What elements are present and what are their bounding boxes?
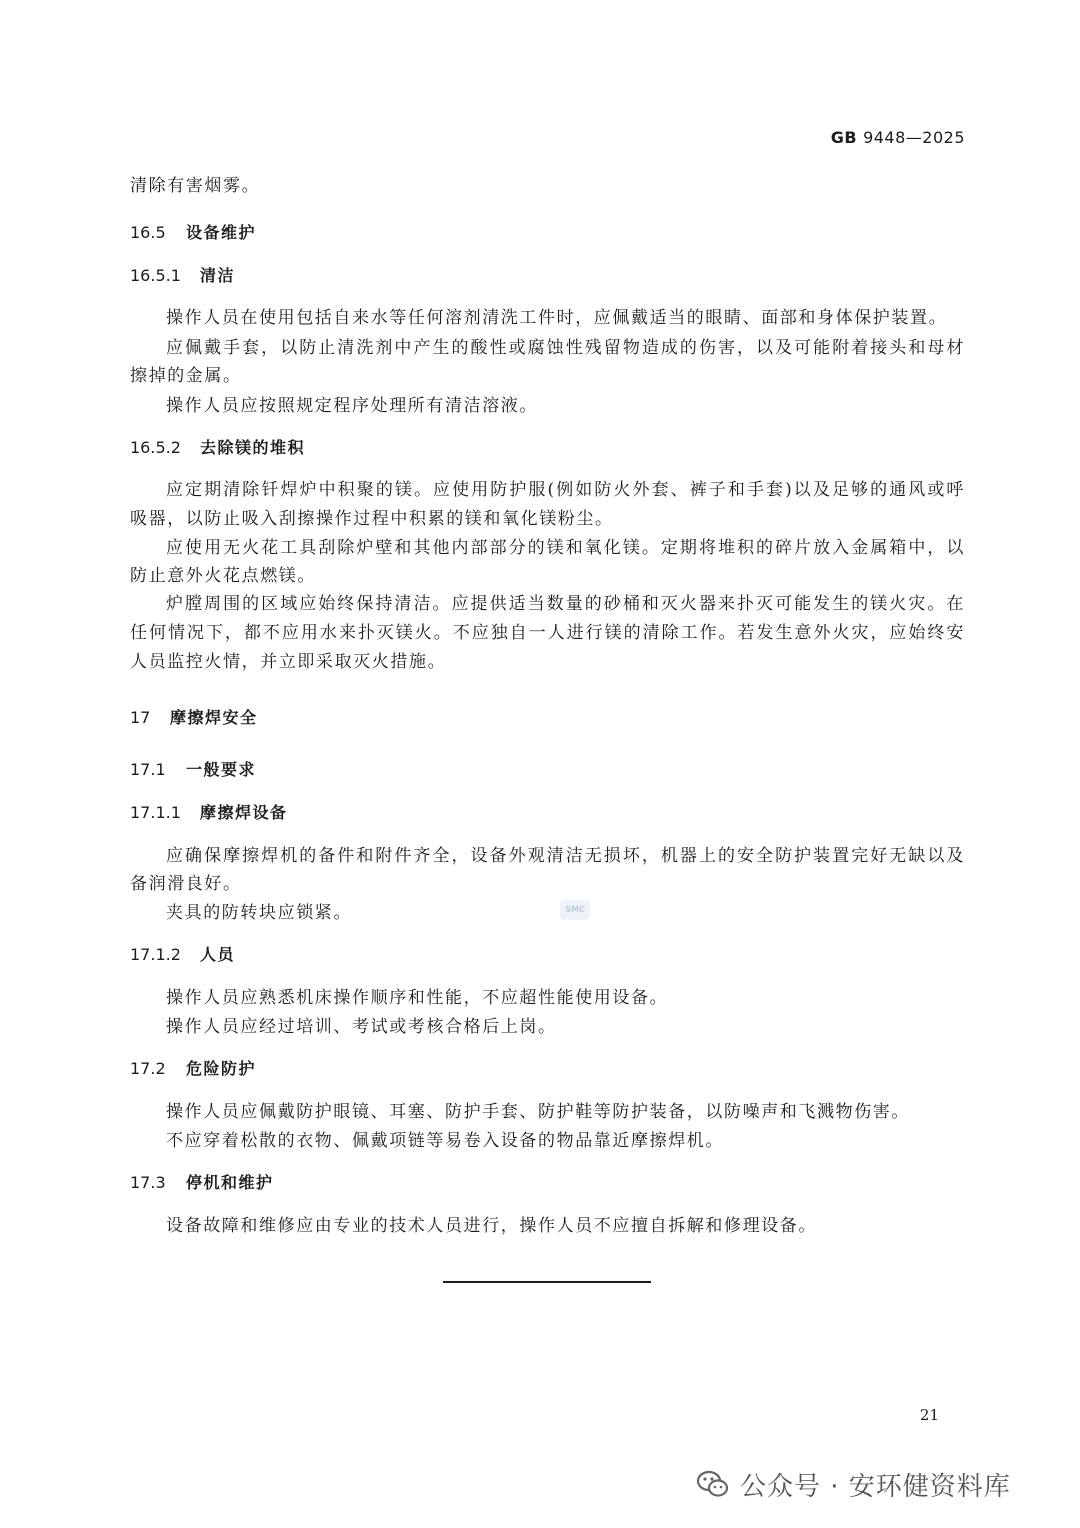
section-number: 16.5.2 — [130, 438, 181, 457]
end-rule — [443, 1281, 651, 1283]
section-heading-17-1 — [130, 758, 256, 782]
body-line: 操作人员应经过培训、考试或考核合格后上岗。 — [166, 1017, 557, 1037]
page-number: 21 — [919, 1406, 939, 1424]
section-title: 设备维护 — [186, 223, 257, 242]
section-heading-16-5-1 — [130, 264, 235, 288]
body-line: 任何情况下，都不应用水来扑灭镁火。不应独自一人进行镁的清除工作。若发生意外火灾，应始终安 — [130, 623, 965, 643]
section-number: 16.5 — [130, 223, 166, 242]
standard-code — [831, 128, 965, 147]
body-line: 应使用无火花工具刮除炉壁和其他内部部分的镁和氧化镁。定期将堆积的碎片放入金属箱中，以 — [166, 538, 965, 558]
section-number: 17.3 — [130, 1173, 166, 1192]
section-heading-17-2 — [130, 1057, 256, 1081]
body-line: 备润滑良好。 — [130, 874, 242, 894]
section-title: 清洁 — [200, 266, 236, 285]
section-number: 17.1 — [130, 760, 166, 779]
section-heading-17-3 — [130, 1171, 274, 1195]
standard-number: 9448—2025 — [863, 128, 965, 147]
section-number: 17 — [130, 708, 151, 727]
standard-prefix: GB — [830, 128, 858, 147]
section-number: 17.2 — [130, 1059, 166, 1078]
body-line: 防止意外火花点燃镁。 — [130, 566, 316, 586]
wechat-icon — [696, 1469, 730, 1499]
section-number: 16.5.1 — [130, 266, 181, 285]
body-line: 人员监控火情，并立即采取灭火措施。 — [130, 652, 447, 672]
footer-account[interactable] — [696, 1462, 1011, 1506]
body-line: 应定期清除钎焊炉中积聚的镁。应使用防护服(例如防火外套、裤子和手套)以及足够的通风或呼 — [166, 480, 965, 500]
body-line: 不应穿着松散的衣物、佩戴项链等易卷入设备的物品靠近摩擦焊机。 — [166, 1131, 724, 1151]
section-number: 17.1.1 — [130, 803, 181, 822]
section-title: 摩擦焊安全 — [170, 708, 258, 727]
section-title: 停机和维护 — [186, 1173, 274, 1192]
section-heading-17-1-2 — [130, 943, 235, 967]
section-heading-16-5-2 — [130, 436, 305, 460]
body-line: 擦掉的金属。 — [130, 366, 242, 386]
section-heading-17 — [130, 706, 258, 730]
body-line: 夹具的防转块应锁紧。 — [166, 903, 352, 923]
section-title: 一般要求 — [186, 760, 257, 779]
body-line: 操作人员在使用包括自来水等任何溶剂清洗工件时，应佩戴适当的眼睛、面部和身体保护装置。 — [166, 308, 948, 328]
body-line: 炉膛周围的区域应始终保持清洁。应提供适当数量的砂桶和灭火器来扑灭可能发生的镁火灾。在 — [166, 594, 965, 614]
body-line: 应佩戴手套，以防止清洗剂中产生的酸性或腐蚀性残留物造成的伤害，以及可能附着接头和母材 — [166, 338, 965, 358]
watermark-logo: SMC — [560, 900, 590, 920]
body-line: 操作人员应熟悉机床操作顺序和性能，不应超性能使用设备。 — [166, 988, 669, 1008]
body-line: 应确保摩擦焊机的备件和附件齐全，设备外观清洁无损坏，机器上的安全防护装置完好无缺以及 — [166, 846, 965, 866]
section-title: 摩擦焊设备 — [200, 803, 288, 822]
section-number: 17.1.2 — [130, 945, 181, 964]
body-line: 清除有害烟雾。 — [130, 176, 261, 196]
section-title: 去除镁的堆积 — [200, 438, 306, 457]
body-line: 操作人员应按照规定程序处理所有清洁溶液。 — [166, 396, 538, 416]
body-line: 操作人员应佩戴防护眼镜、耳塞、防护手套、防护鞋等防护装备，以防噪声和飞溅物伤害。 — [166, 1102, 910, 1122]
section-title: 人员 — [200, 945, 236, 964]
footer-text: 公众号 · 安环健资料库 — [740, 1471, 1011, 1502]
body-line: 设备故障和维修应由专业的技术人员进行，操作人员不应擅自拆解和修理设备。 — [166, 1216, 817, 1236]
section-title: 危险防护 — [186, 1059, 257, 1078]
section-heading-16-5 — [130, 221, 256, 245]
body-line: 吸器，以防止吸入刮擦操作过程中积累的镁和氧化镁粉尘。 — [130, 509, 614, 529]
section-heading-17-1-1 — [130, 801, 288, 825]
